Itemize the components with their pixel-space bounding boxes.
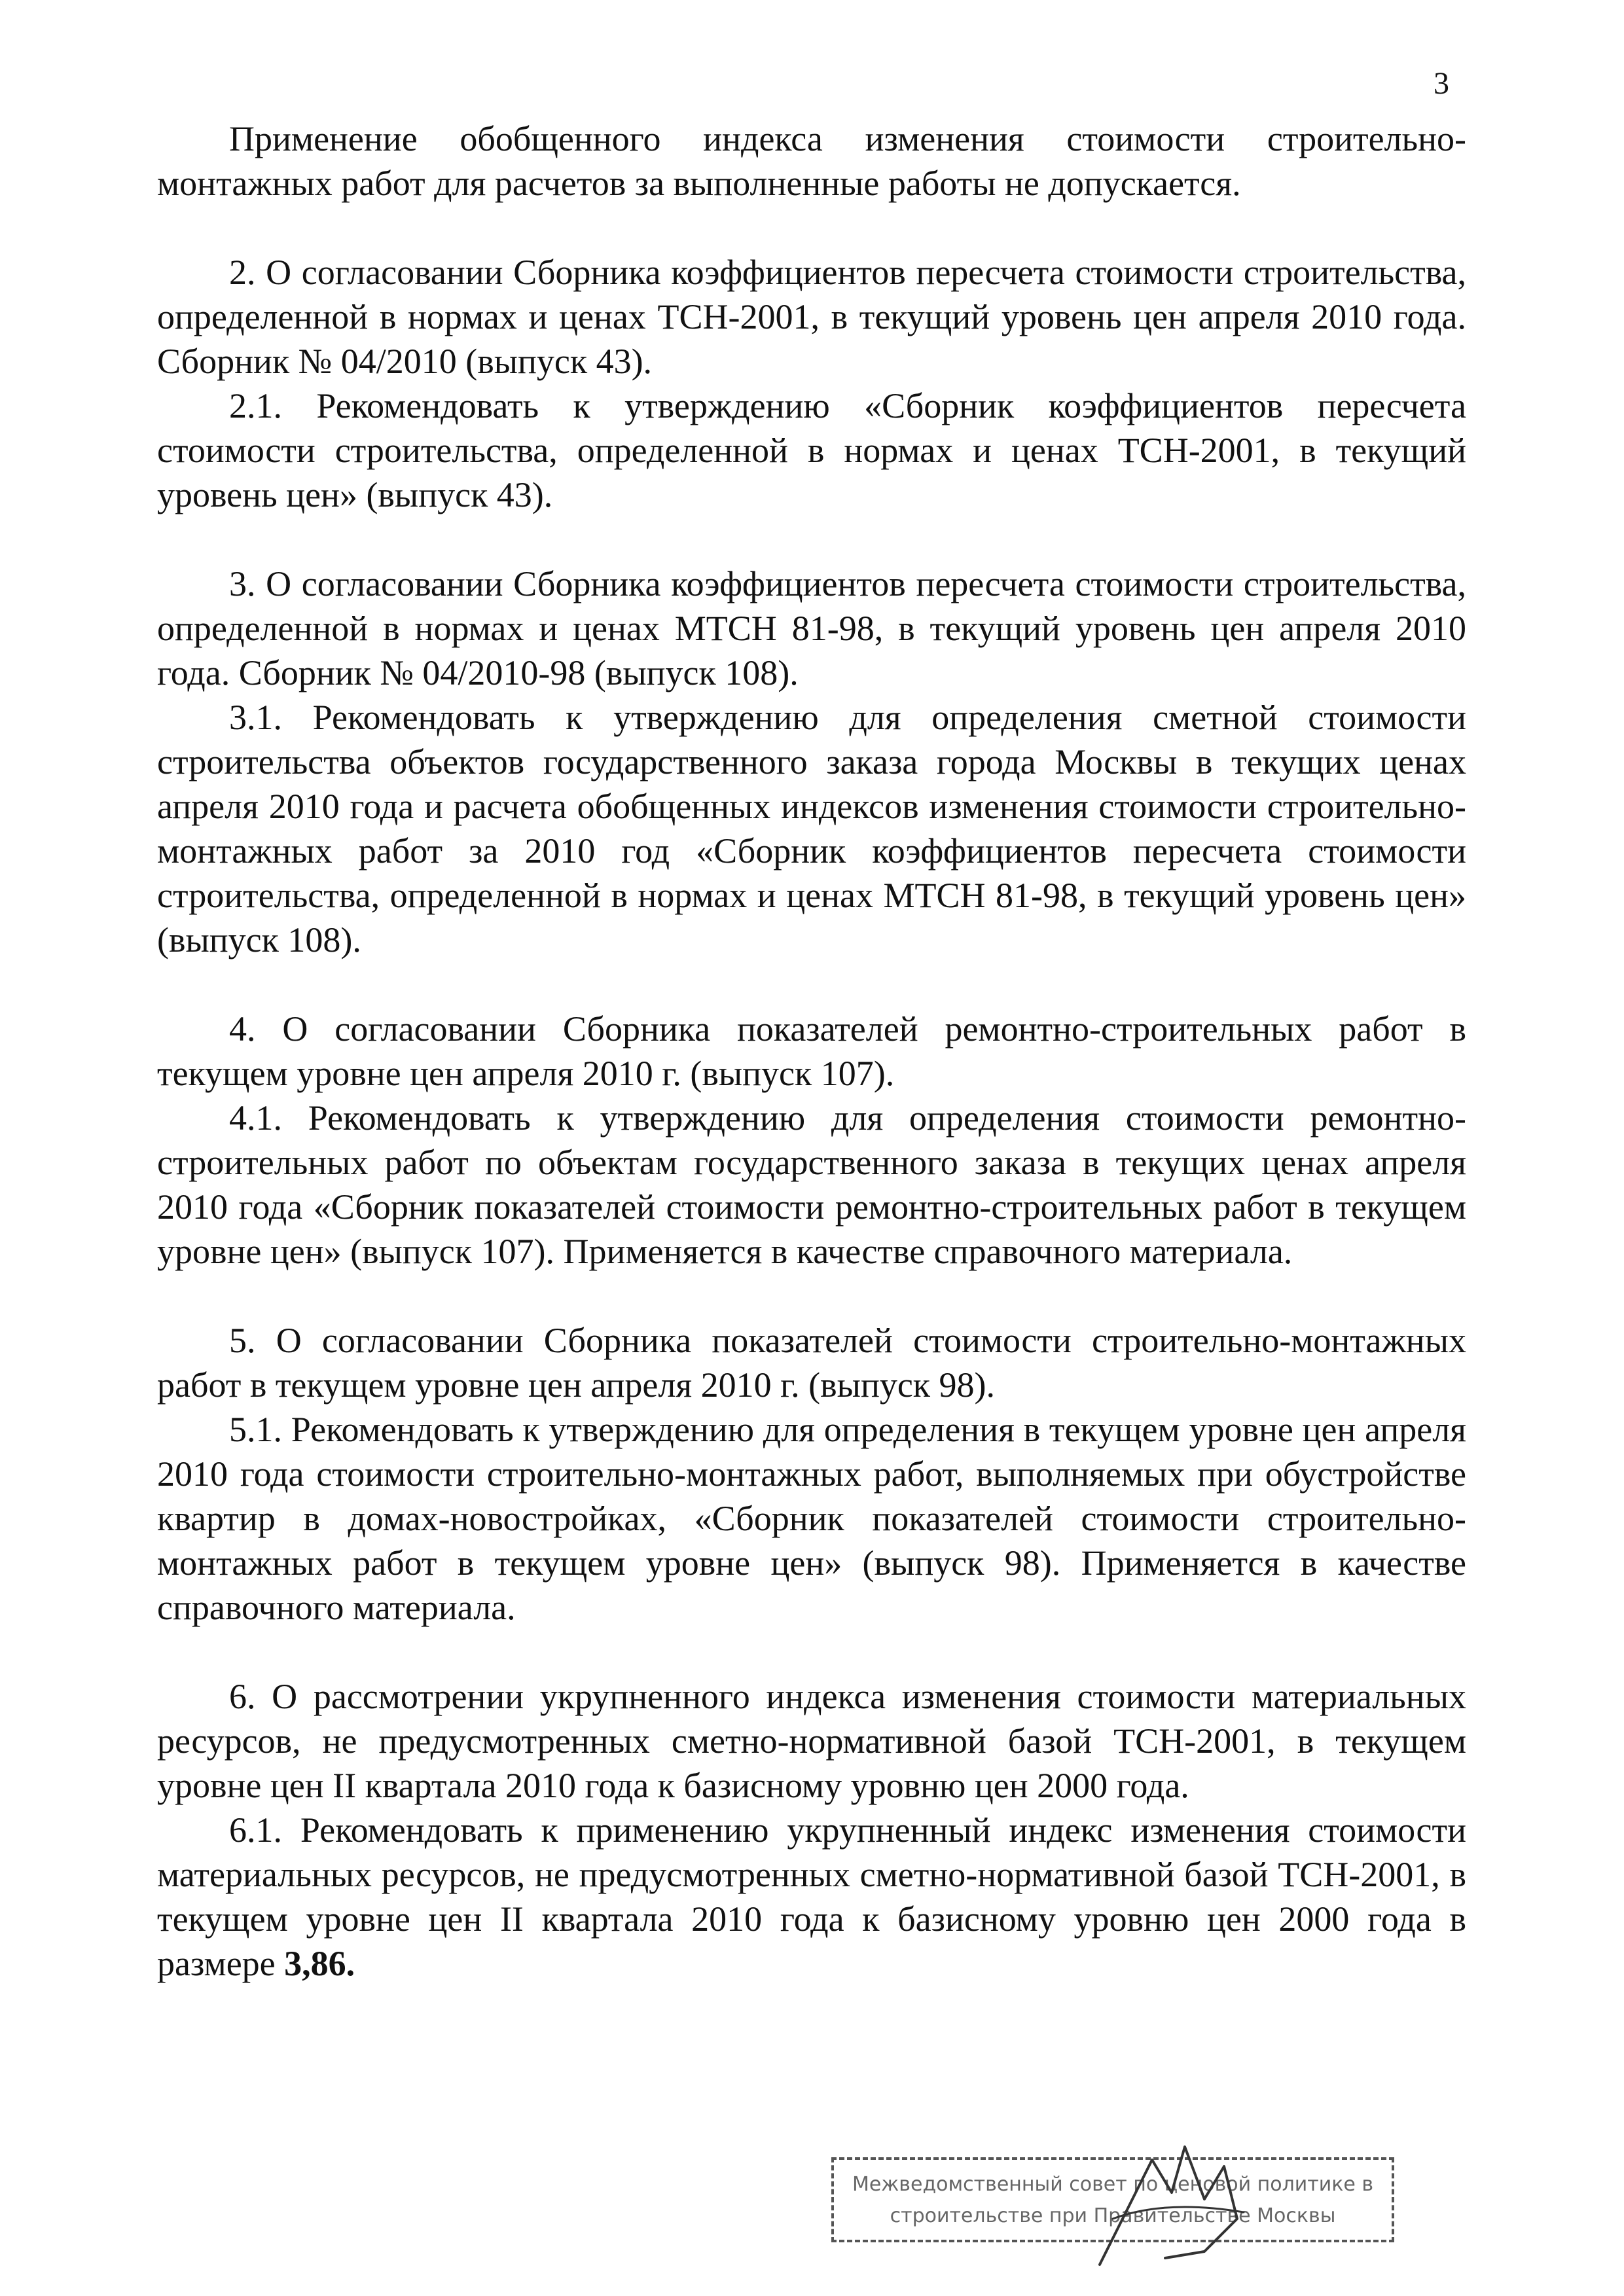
paragraph-item-6: 6. О рассмотрении укрупненного индекса изменения стоимости материальных ресурсов, не предусмотренных сметно-нормативной базой ТСН-2001, в текущем уровне цен II квартала 2010 года к базисному уровню цен 2000 года.	[157, 1677, 1466, 1805]
paragraph-item-3: 3. О согласовании Сборника коэффициентов пересчета стоимости строительства, определенной в нормах и ценах МТСН 81-98, в текущий уровень цен апреля 2010 года. Сборник № 04/2010-98 (выпуск 108).	[157, 564, 1466, 692]
document-body	[157, 117, 1466, 1986]
paragraph-item-4-1: 4.1. Рекомендовать к утверждению для определения стоимости ремонтно-строительных работ по объектам государственного заказа в текущих ценах апреля 2010 года «Сборник показателей стоимости ремонтно-строительных работ в текущем уровне цен» (выпуск 107). Применяется в качестве справочного материала.	[157, 1098, 1466, 1271]
paragraph-item-3-1: 3.1. Рекомендовать к утверждению для определения сметной стоимости строительства объектов государственного заказа города Москвы в текущих ценах апреля 2010 года и расчета обобщенных индексов изменения стоимости строительно-монтажных работ за 2010 год «Сборник коэффициентов пересчета стоимости строительства, определенной в нормах и ценах МТСН 81-98, в текущий уровень цен» (выпуск 108).	[157, 698, 1466, 960]
stamp-line-2: строительстве при Правительстве Москвы	[890, 2204, 1336, 2227]
paragraph-item-2: 2. О согласовании Сборника коэффициентов пересчета стоимости строительства, определенной в нормах и ценах ТСН-2001, в текущий уровень цен апреля 2010 года. Сборник № 04/2010 (выпуск 43).	[157, 253, 1466, 381]
index-value: 3,86.	[284, 1944, 355, 1983]
paragraph-intro: Применение обобщенного индекса изменения стоимости строительно-монтажных работ для расчетов за выполненные работы не допускается.	[157, 119, 1466, 203]
stamp-line-1: Межведомственный совет по ценовой политике в	[852, 2173, 1374, 2196]
page-number: 3	[1434, 66, 1449, 101]
paragraph-item-6-1-text: 6.1. Рекомендовать к применению укрупненный индекс изменения стоимости материальных ресурсов, не предусмотренных сметно-нормативной базой ТСН-2001, в текущем уровне цен II квартала 2010 года к базисному уровню цен 2000 года в размере	[157, 1810, 1466, 1983]
paragraph-item-4: 4. О согласовании Сборника показателей ремонтно-строительных работ в текущем уровне цен апреля 2010 г. (выпуск 107).	[157, 1009, 1466, 1093]
paragraph-item-5: 5. О согласовании Сборника показателей стоимости строительно-монтажных работ в текущем уровне цен апреля 2010 г. (выпуск 98).	[157, 1321, 1466, 1405]
paragraph-item-5-1: 5.1. Рекомендовать к утверждению для определения в текущем уровне цен апреля 2010 года стоимости строительно-монтажных работ, выполняемых при обустройстве квартир в домах-новостройках, «Сборник показателей стоимости строительно-монтажных работ в текущем уровне цен» (выпуск 98). Применяется в качестве справочного материала.	[157, 1410, 1466, 1627]
signature-icon	[1074, 2121, 1283, 2291]
paragraph-item-6-1	[157, 1808, 1466, 1986]
paragraph-item-2-1: 2.1. Рекомендовать к утверждению «Сборник коэффициентов пересчета стоимости строительства, определенной в нормах и ценах ТСН-2001, в текущий уровень цен» (выпуск 43).	[157, 386, 1466, 514]
